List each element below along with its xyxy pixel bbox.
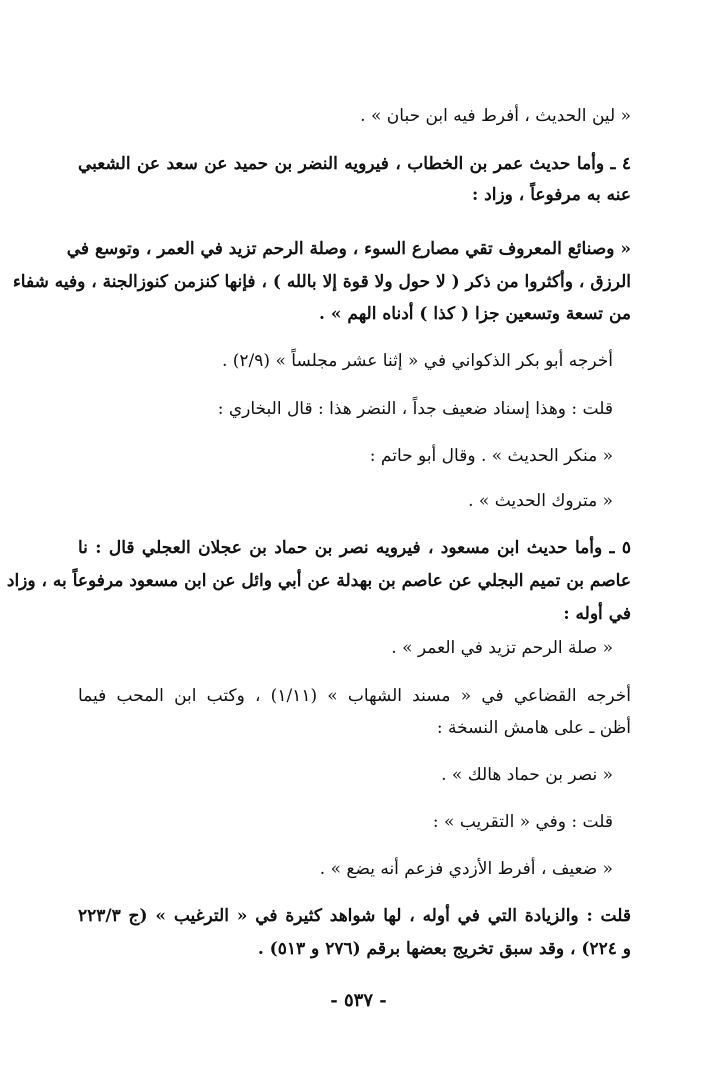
text-line: قلت : وفي « التقريب » : xyxy=(432,812,613,832)
text-line: أظن ـ على هامش النسخة : xyxy=(436,718,631,738)
text-line: عنه به مرفوعاً ، وزاد : xyxy=(471,185,631,205)
text-line: قلت : وهذا إسناد ضعيف جداً ، النضر هذا : قال البخاري : xyxy=(217,399,613,419)
text-line: « ضعيف ، أفرط الأزدي فزعم أنه يضع » . xyxy=(319,859,613,879)
text-line: من تسعة وتسعين جزا ( كذا ) أدناه الهم » . xyxy=(319,304,631,324)
text-line: « صلة الرحم تزيد في العمر » . xyxy=(391,638,613,658)
text-line: أخرجه القضاعي في « مسند الشهاب » (١/١١) ، وكتب ابن المحب فيما xyxy=(78,686,631,706)
text-line: « متروك الحديث » . xyxy=(468,491,613,511)
text-line: قلت : والزيادة التي في أوله ، لها شواهد كثيرة في « الترغيب » (ج ٢٢٣/٣ xyxy=(78,906,631,926)
text-line: أخرجه أبو بكر الذكواني في « إثنا عشر مجلساً » (٢/٩) . xyxy=(221,351,613,371)
text-line: الرزق ، وأكثروا من ذكر ( لا حول ولا قوة إلا بالله ) ، فإنها كنزمن كنوزالجنة ، وفيه شفاء xyxy=(12,272,631,292)
text-line: ٤ ـ وأما حديث عمر بن الخطاب ، فيرويه النضر بن حميد عن سعد عن الشعبي xyxy=(78,154,631,174)
text-line: « وصنائع المعروف تقي مصارع السوء ، وصلة الرحم تزيد في العمر ، وتوسع في xyxy=(66,239,631,259)
text-line: « لين الحديث ، أفرط فيه ابن حبان » . xyxy=(360,106,631,126)
text-line: « منكر الحديث » . وقال أبو حاتم : xyxy=(369,446,613,466)
text-line: عاصم بن تميم البجلي عن عاصم بن بهدلة عن أبي وائل عن ابن مسعود مرفوعاً به ، وزاد xyxy=(6,571,631,591)
text-line: و ٢٢٤) ، وقد سبق تخريج بعضها برقم (٢٧٦ و ٥١٣) . xyxy=(257,939,631,959)
text-line: ٥ ـ وأما حديث ابن مسعود ، فيرويه نصر بن حماد بن عجلان العجلي قال : نا xyxy=(78,538,631,558)
text-line: في أوله : xyxy=(563,604,631,624)
page-number: - ٥٣٧ - xyxy=(330,990,387,1011)
text-line: « نصر بن حماد هالك » . xyxy=(441,765,613,785)
